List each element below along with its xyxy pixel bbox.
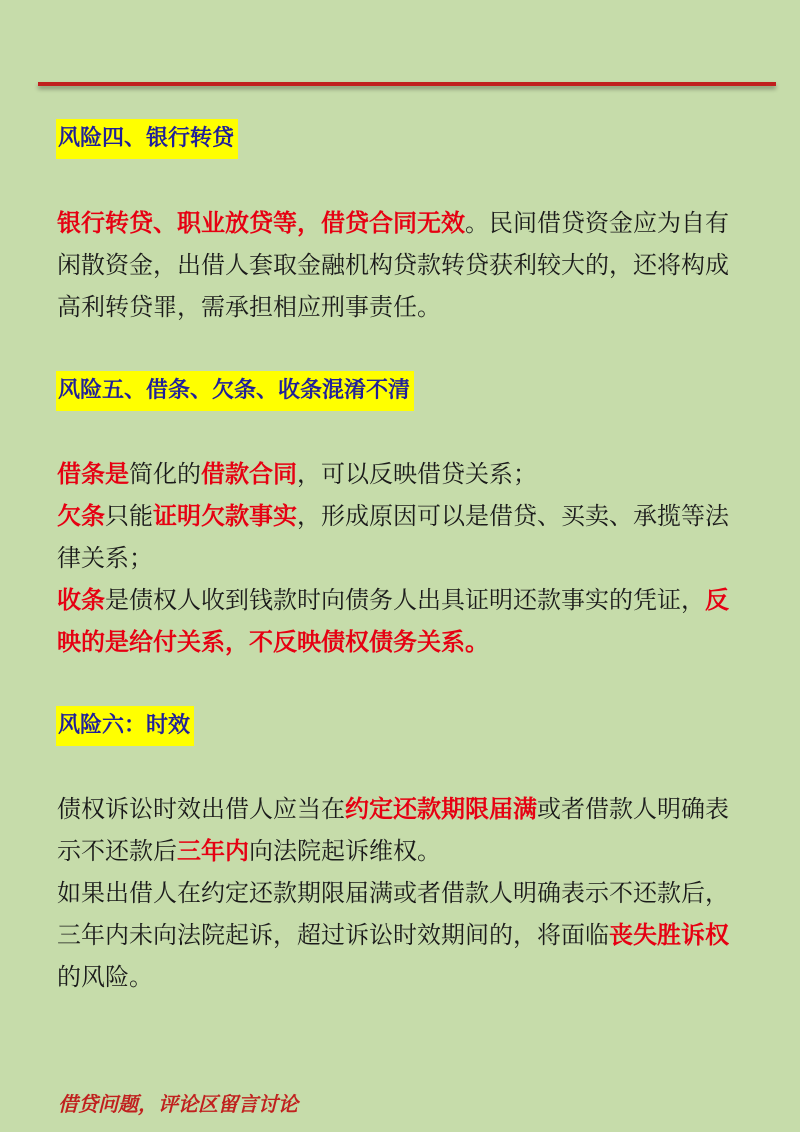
- text-run: ，可以反映借贷关系；: [297, 460, 537, 488]
- paragraph-line: [57, 830, 757, 872]
- paragraph-line: [57, 914, 757, 956]
- paragraph-line: [57, 453, 757, 495]
- text-run: 高利转贷罪，需承担相应刑事责任。: [57, 293, 441, 321]
- section-body-risk-4: [57, 202, 757, 328]
- paragraph-line: [57, 579, 757, 621]
- section-body-risk-5: [57, 453, 757, 663]
- text-run: 借条是: [57, 460, 129, 488]
- text-run: 的风险。: [57, 963, 153, 991]
- text-run: 银行转贷、职业放贷等，借贷合同无效: [57, 209, 465, 237]
- footer-caption: 借贷问题，评论区留言讨论: [58, 1092, 298, 1116]
- text-run: 只能: [105, 502, 153, 530]
- paragraph-line: [57, 621, 757, 663]
- text-run: 律关系；: [57, 544, 153, 572]
- text-run: 三年内: [177, 837, 249, 865]
- text-run: 债权诉讼时效出借人应当在: [57, 795, 345, 823]
- text-run: 向法院起诉维权。: [249, 837, 441, 865]
- text-run: 是债权人收到钱款时向债务人出具证明还款事实的凭证，: [105, 586, 705, 614]
- paragraph-line: [57, 872, 757, 914]
- text-run: ，形成原因可以是借贷、买卖、承揽等法: [297, 502, 729, 530]
- text-run: 闲散资金，出借人套取金融机构贷款转贷获利较大的，还将构成: [57, 251, 729, 279]
- text-run: 反: [705, 586, 729, 614]
- text-run: 约定还款期限届满: [345, 795, 537, 823]
- text-run: 简化的: [129, 460, 201, 488]
- text-run: 借款合同: [201, 460, 297, 488]
- text-run: 或者借款人明确表: [537, 795, 729, 823]
- paragraph-line: [57, 244, 757, 286]
- paragraph-line: [57, 286, 757, 328]
- paragraph-line: [57, 495, 757, 537]
- text-run: 丧失胜诉权: [609, 921, 729, 949]
- top-divider: [38, 82, 776, 86]
- paragraph-line: [57, 537, 757, 579]
- text-run: 如果出借人在约定还款期限届满或者借款人明确表示不还款后，: [57, 879, 729, 907]
- paragraph-line: [57, 202, 757, 244]
- text-run: 三年内未向法院起诉，超过诉讼时效期间的，将面临: [57, 921, 609, 949]
- section-heading-risk-4: 风险四、银行转贷: [56, 119, 238, 159]
- section-heading-risk-5: 风险五、借条、欠条、收条混淆不清: [56, 371, 414, 411]
- text-run: 欠条: [57, 502, 105, 530]
- text-run: 证明欠款事实: [153, 502, 297, 530]
- paragraph-line: [57, 788, 757, 830]
- section-heading-risk-6: 风险六：时效: [56, 706, 194, 746]
- text-run: 收条: [57, 586, 105, 614]
- text-run: 映的是给付关系，不反映债权债务关系。: [57, 628, 489, 656]
- paragraph-line: [57, 956, 757, 998]
- text-run: 示不还款后: [57, 837, 177, 865]
- section-body-risk-6: [57, 788, 757, 998]
- text-run: 。民间借贷资金应为自有: [465, 209, 729, 237]
